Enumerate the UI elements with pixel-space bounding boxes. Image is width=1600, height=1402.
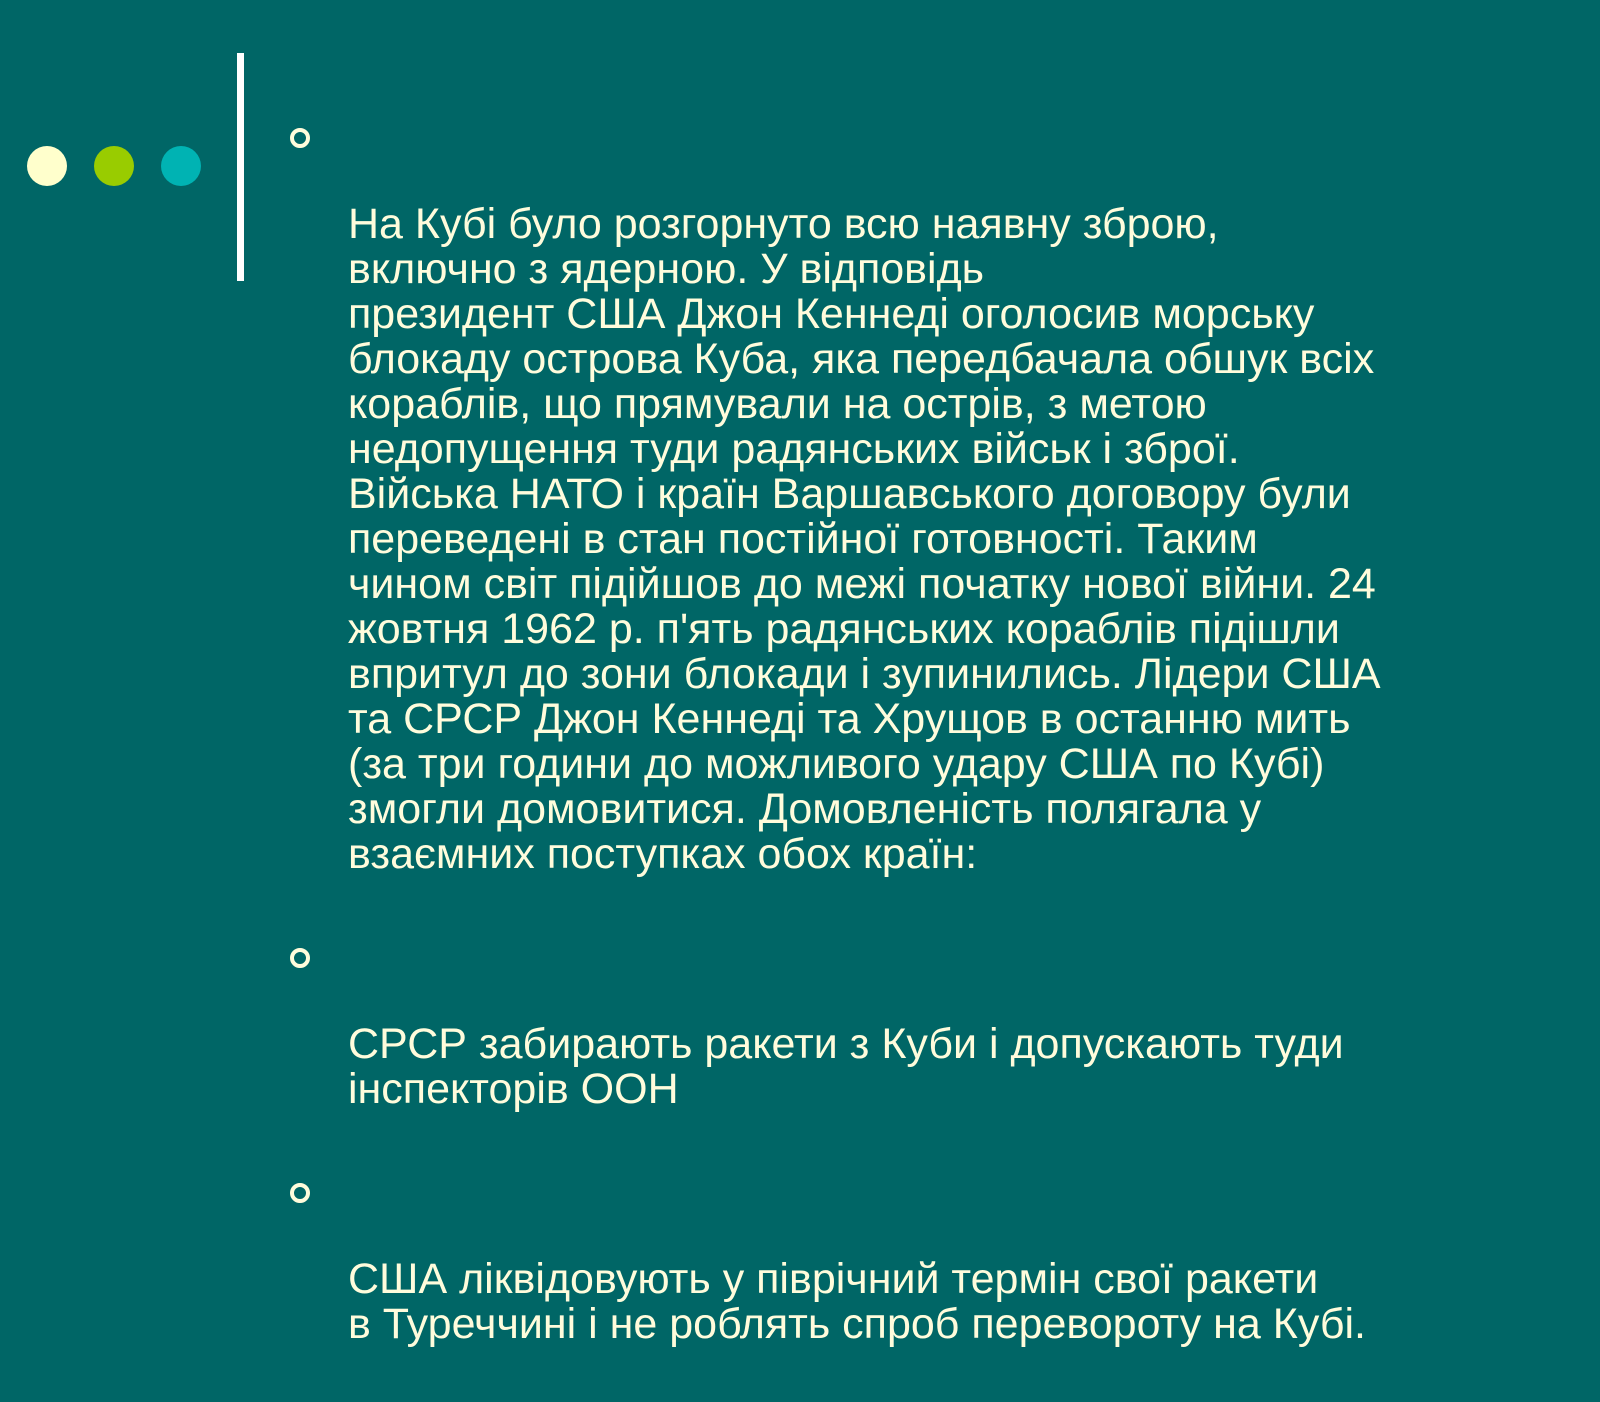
bullet-item-3 bbox=[290, 1167, 1490, 1392]
bullet-item-1 bbox=[290, 112, 1490, 922]
dot-cream-icon bbox=[27, 146, 67, 186]
ring-bullet-icon bbox=[290, 128, 310, 148]
bullet-text-1: На Кубі було розгорнуто всю наявну зброю, включно з ядерною. У відповідь президент США Джон Кеннеді оголосив морську блокаду острова Куба, яка передбачала обшук всіх кораблів, що прямували на острів, з метою недопущення туди радянських військ і зброї. Війська НАТО і країн Варшавського договору були переведені в стан постійної готовності. Таким чином світ підійшов до межі початку нової війни. 24 жовтня 1962 р. п'ять радянських кораблів підішли впритул до зони блокади і зупинились. Лідери США та СРСР Джон Кеннеді та Хрущов в останню мить (за три години до можливого удару США по Кубі) змогли домовитися. Домовленість полягала у взаємних поступках обох країн: bbox=[348, 200, 1381, 878]
dot-teal-icon bbox=[161, 146, 201, 186]
bullet-text-3: США ліквідовують у піврічний термін свої ракети в Туреччині і не роблять спроб перевороту на Кубі. bbox=[348, 1255, 1366, 1348]
vertical-divider bbox=[237, 53, 244, 281]
bullet-item-2 bbox=[290, 932, 1490, 1157]
ring-bullet-icon bbox=[290, 1183, 310, 1203]
ring-bullet-icon bbox=[290, 948, 310, 968]
dot-green-icon bbox=[94, 146, 134, 186]
bullet-list bbox=[290, 112, 1490, 1402]
bullet-text-2: СРСР забирають ракети з Куби і допускають туди інспекторів ООН bbox=[348, 1020, 1344, 1113]
